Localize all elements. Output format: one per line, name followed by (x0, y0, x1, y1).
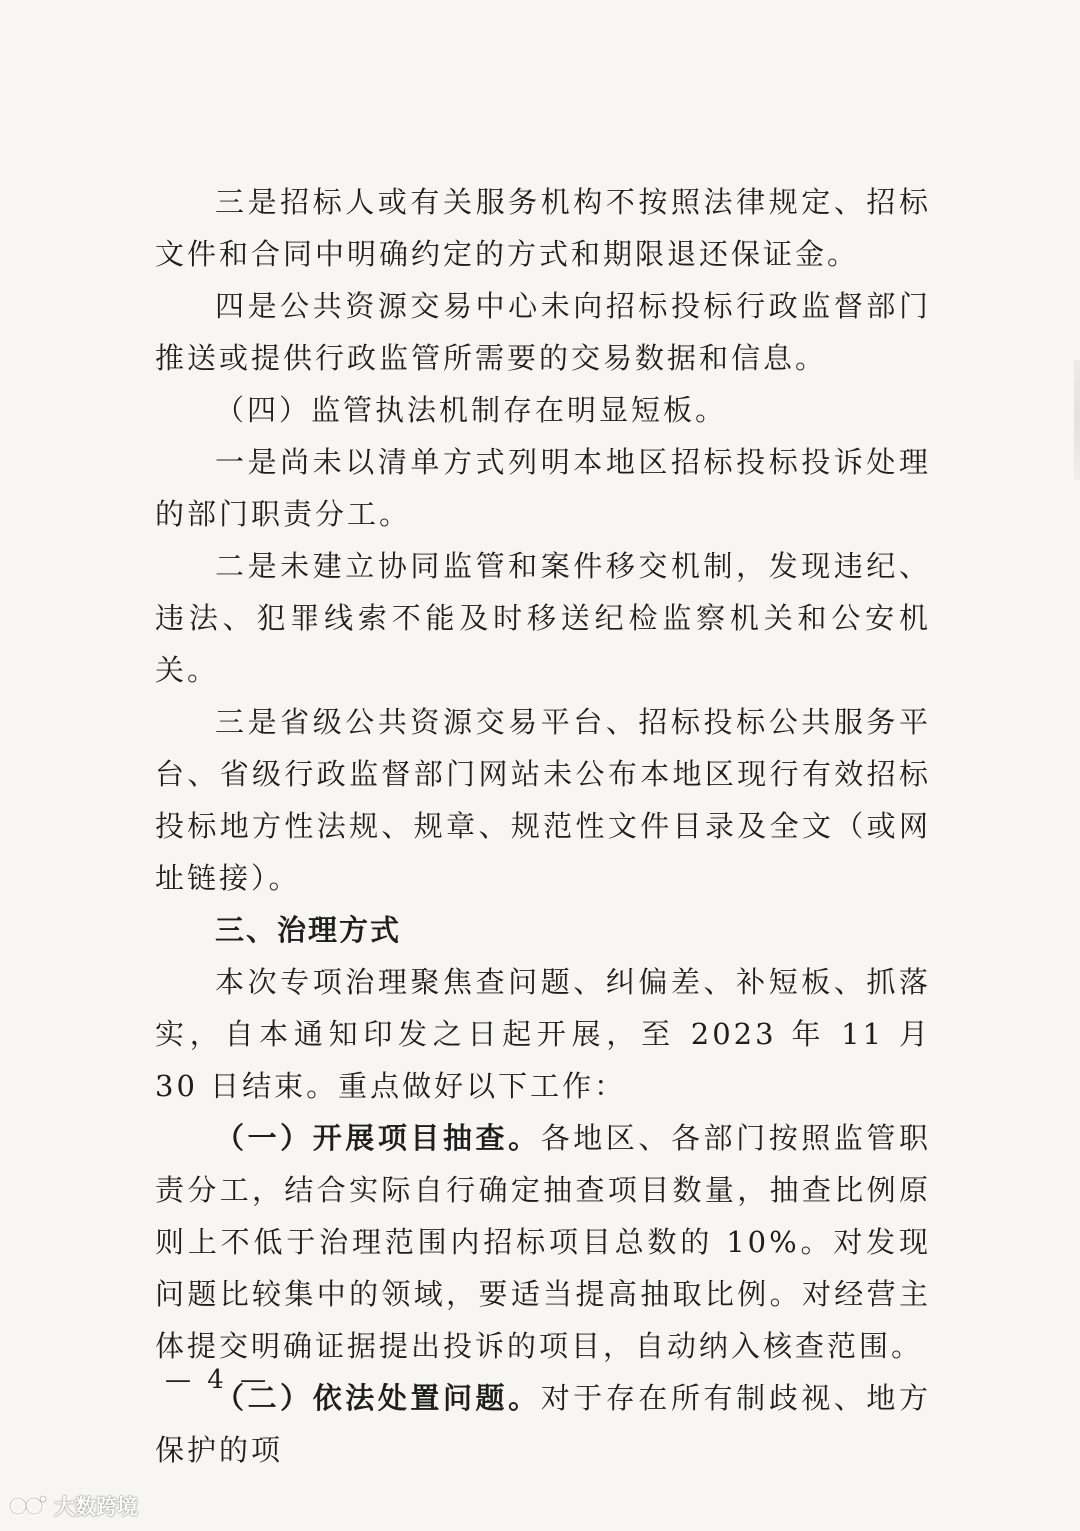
paragraph-item-3-publication: 三是省级公共资源交易平台、招标投标公共服务平台、省级行政监督部门网站未公布本地区现行有效招标投标地方性法规、规章、规范性文件目录及全文（或网址链接）。 (155, 705, 931, 895)
paragraph-item-2-coordination: 二是未建立协同监管和案件移交机制，发现违纪、违法、犯罪线索不能及时移送纪检监察机关和公安机关。 (155, 549, 931, 687)
paragraph-problem-handling (155, 1372, 931, 1476)
watermark-text: 大数跨境 (54, 1495, 138, 1519)
paragraph-schedule: 本次专项治理聚焦查问题、纠偏差、补短板、抓落实，自本通知印发之日起开展，至 2023 年 11 月 30 日结束。重点做好以下工作： (155, 965, 931, 1103)
page-number: — 4 — (165, 1365, 271, 1395)
paragraph-item-3-refund: 三是招标人或有关服务机构不按照法律规定、招标文件和合同中明确约定的方式和期限退还保证金。 (155, 185, 931, 271)
section-heading-governance: 三、治理方式 (215, 913, 402, 947)
section-subheading-4: （四）监管执法机制存在明显短板。 (215, 393, 728, 427)
watermark (8, 1488, 138, 1524)
paragraph-body-sampling: 各地区、各部门按照监管职责分工，结合实际自行确定抽查项目数量，抽查比例原则上不低于治理范围内招标项目总数的 10%。对发现问题比较集中的领域，要适当提高抽取比例。对经营主体提交明确证据提出投诉的项目，自动纳入核查范围。 (155, 1121, 931, 1363)
paragraph-item-4-data: 四是公共资源交易中心未向招标投标行政监督部门推送或提供行政监管所需要的交易数据和信息。 (155, 289, 931, 375)
paragraph-body-handling: 对于存在所有制歧视、地方保护的项 (155, 1381, 931, 1467)
scan-edge-shadow (1074, 360, 1080, 480)
paragraph-item-1-duties: 一是尚未以清单方式列明本地区招标投标投诉处理的部门职责分工。 (155, 445, 931, 531)
document-body (155, 176, 931, 1476)
paragraph-lead-sampling: （一）开展项目抽查。 (215, 1121, 541, 1155)
brand-logo-icon (8, 1493, 48, 1519)
paragraph-lead-handling: （二）依法处置问题。 (215, 1381, 541, 1415)
paragraph-project-sampling (155, 1112, 931, 1372)
